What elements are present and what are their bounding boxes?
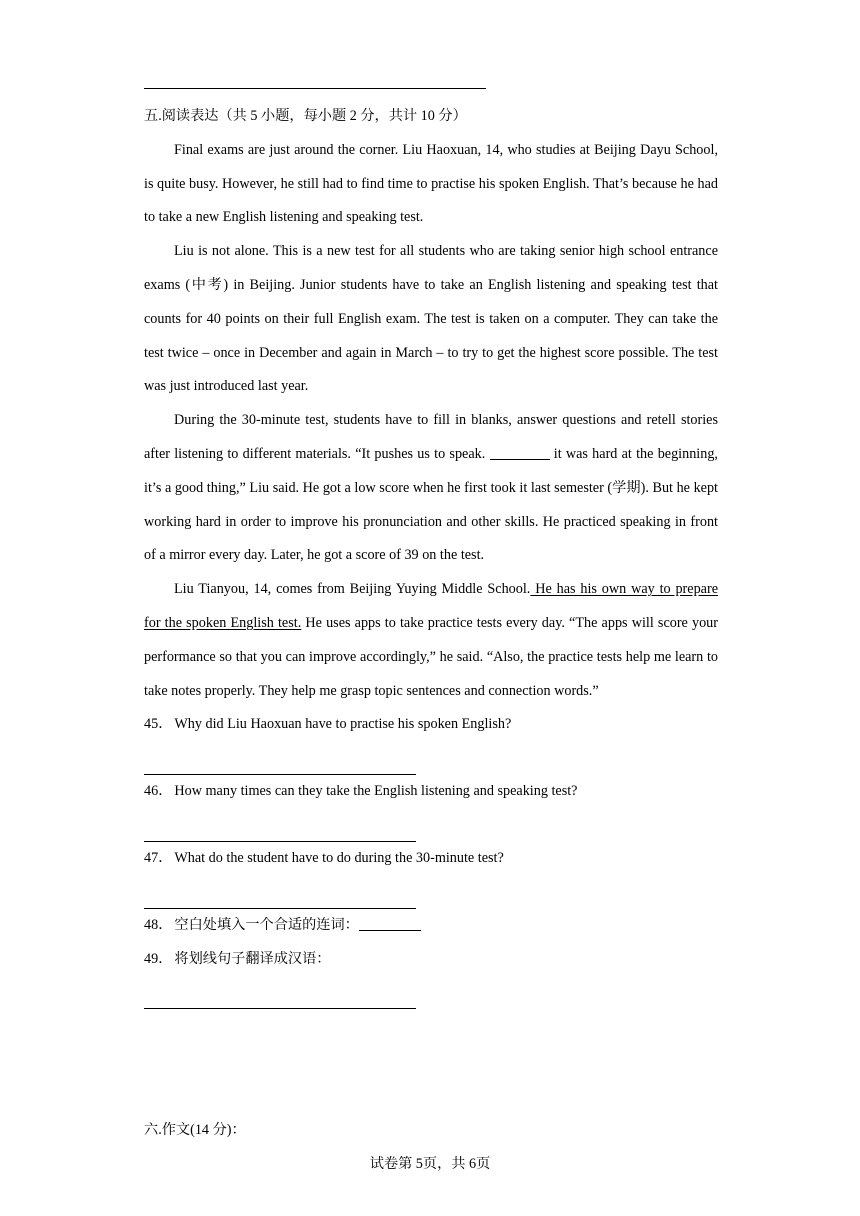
fill-in-blank[interactable] xyxy=(490,445,550,460)
page-footer: 试卷第 5页，共 6页 xyxy=(369,1156,491,1172)
paragraph-3-text-before: During the 30-minute test, students have to fill in blanks, answer questions and retell stories after listening to different materials. “It pushes us to speak. xyxy=(144,412,718,462)
reading-section xyxy=(144,100,718,1009)
top-divider xyxy=(144,88,486,89)
paragraph-4-text-before: Liu Tianyou, 14, comes from Beijing Yuying Middle School. xyxy=(174,581,531,598)
answer-line[interactable] xyxy=(144,908,416,909)
question-47 xyxy=(144,842,718,876)
question-text: 将划线句子翻译成汉语： xyxy=(174,950,331,967)
passage-paragraph-4 xyxy=(144,573,718,708)
question-text: Why did Liu Haoxuan have to practise his spoken English? xyxy=(174,716,512,733)
answer-line[interactable] xyxy=(144,841,416,842)
question-text: 空白处填入一个合适的连词： xyxy=(174,916,359,933)
passage-paragraph-3 xyxy=(144,404,718,573)
answer-area-47 xyxy=(144,876,718,909)
passage-paragraph-2: Liu is not alone. This is a new test for all students who are taking senior high school entrance exams (中考) in Beijing. Junior students have to take an English listening and speaking test that counts for 40 points on their full English exam. The test is taken on a computer. They can take the test twice – once in December and again in March – to try to get the highest score possible. The test was just introduced last year. xyxy=(144,243,718,395)
question-45 xyxy=(144,708,718,742)
underlined-sentence: He has his own way to prepare for the spoken English test. xyxy=(144,581,718,631)
question-text: What do the student have to do during the 30-minute test? xyxy=(174,849,504,866)
passage-paragraph-1: Final exams are just around the corner. Liu Haoxuan, 14, who studies at Beijing Dayu School, is quite busy. However, he still had to find time to practise his spoken English. That’s because he had to take a new English listening and speaking test. xyxy=(144,141,718,226)
answer-area-46 xyxy=(144,809,718,842)
question-number: 48． xyxy=(144,916,173,933)
question-number: 46． xyxy=(144,783,173,800)
essay-section-title: 六.作文(14 分)： xyxy=(144,1122,246,1138)
section-title: 五.阅读表达（共 5 小题，每小题 2 分，共计 10 分） xyxy=(144,108,467,124)
conjunction-blank[interactable] xyxy=(359,916,421,931)
question-49 xyxy=(144,943,718,977)
answer-area-45 xyxy=(144,742,718,775)
question-text: How many times can they take the English listening and speaking test? xyxy=(174,783,578,800)
paragraph-4-text-after: He uses apps to take practice tests every day. “The apps will score your performance so that you can improve accordingly,” he said. “Also, the practice tests help me learn to take notes properly. They help me grasp topic sentences and connection words.” xyxy=(144,614,719,699)
answer-area-49 xyxy=(144,976,718,1009)
question-46 xyxy=(144,775,718,809)
question-number: 45． xyxy=(144,716,173,733)
answer-line[interactable] xyxy=(144,774,416,775)
question-number: 49． xyxy=(144,950,173,967)
question-number: 47． xyxy=(144,849,173,866)
paragraph-3-text-after: it was hard at the beginning, it’s a good thing,” Liu said. He got a low score when he first took it last semester (学期). But he kept working hard in order to improve his pronunciation and other skills. He practiced speaking in front of a mirror every day. Later, he got a score of 39 on the test. xyxy=(144,445,718,564)
answer-line[interactable] xyxy=(144,1008,416,1009)
question-48 xyxy=(144,909,718,943)
